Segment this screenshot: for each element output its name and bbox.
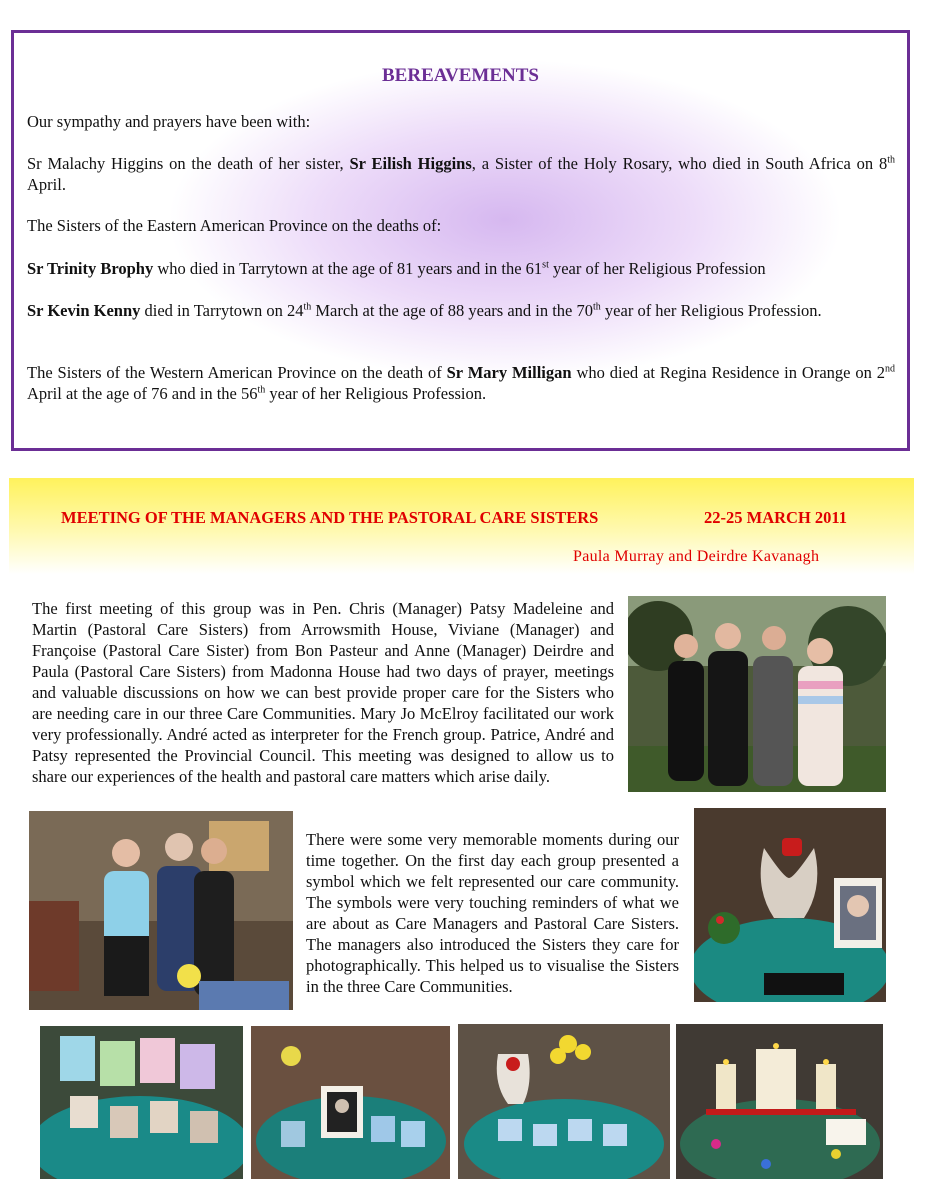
meeting-title: MEETING OF THE MANAGERS AND THE PASTORAL CARE SISTERS [61,508,599,527]
bereavements-intro: Our sympathy and prayers have been with: [27,112,311,131]
photo-candles [676,1024,883,1179]
group-photo-garden [628,596,886,792]
bereavement-entry-eilish: Sr Malachy Higgins on the death of her sister, Sr Eilish Higgins, a Sister of the Holy Rosary, who died in South Africa on 8th April. [27,154,895,194]
photo-portrait-table [251,1026,450,1179]
bereavements-title: BEREAVEMENTS [382,65,539,86]
meeting-paragraph-1: The first meeting of this group was in Pen. Chris (Manager) Patsy Madeleine and Martin (Pastoral Care Sisters) from Arrowsmith House, Viviane (Manager) and Françoise (Pastoral Care Sister) from Bon Pasteur and Anne (Manager) Deirdre and Paula (Pastoral Care Sisters) from Madonna House had two days of prayer, meetings and valuable discussions on how we can best provide proper care for the Sisters who are needing care in our three Care Communities. Mary Jo McElroy facilitated our work very professionally. André acted as interpreter for the French group. Patrice, André and Patsy represented the Provincial Council. This meeting was designed to allow us to share our experiences of the health and pastoral care matters which arise daily. [32,599,614,786]
meeting-banner [9,478,914,574]
photo-cards-display [40,1026,243,1179]
meeting-authors: Paula Murray and Deirdre Kavanagh [573,548,820,565]
sisters-symbols-photo [29,811,293,1010]
meeting-date: 22-25 MARCH 2011 [704,508,847,527]
bereavement-entry-trinity: Sr Trinity Brophy who died in Tarrytown at the age of 81 years and in the 61st year of her Religious Profession [27,259,766,278]
bereavements-box [11,30,910,451]
bereavement-entry-kevin: Sr Kevin Kenny died in Tarrytown on 24th March at the age of 88 years and in the 70th year of her Religious Profession. [27,301,822,320]
meeting-paragraph-2: There were some very memorable moments during our time together. On the first day each group presented a symbol which we felt represented our care community. The symbols were very touching reminders of what we are about as Care Managers and Pastoral Care Sisters. The managers also introduced the Sisters they care for photographically. This helped us to visualise the Sisters in the three Care Communities. [306,830,679,996]
hands-symbol-photo [694,808,886,1002]
photo-hand-daffodils [458,1024,670,1179]
eastern-province-intro: The Sisters of the Eastern American Province on the deaths of: [27,216,442,235]
bereavement-entry-mary: The Sisters of the Western American Province on the death of Sr Mary Milligan who died at Regina Residence in Orange on 2nd April at the age of 76 and in the 56th year of her Religious Profession. [27,363,895,403]
